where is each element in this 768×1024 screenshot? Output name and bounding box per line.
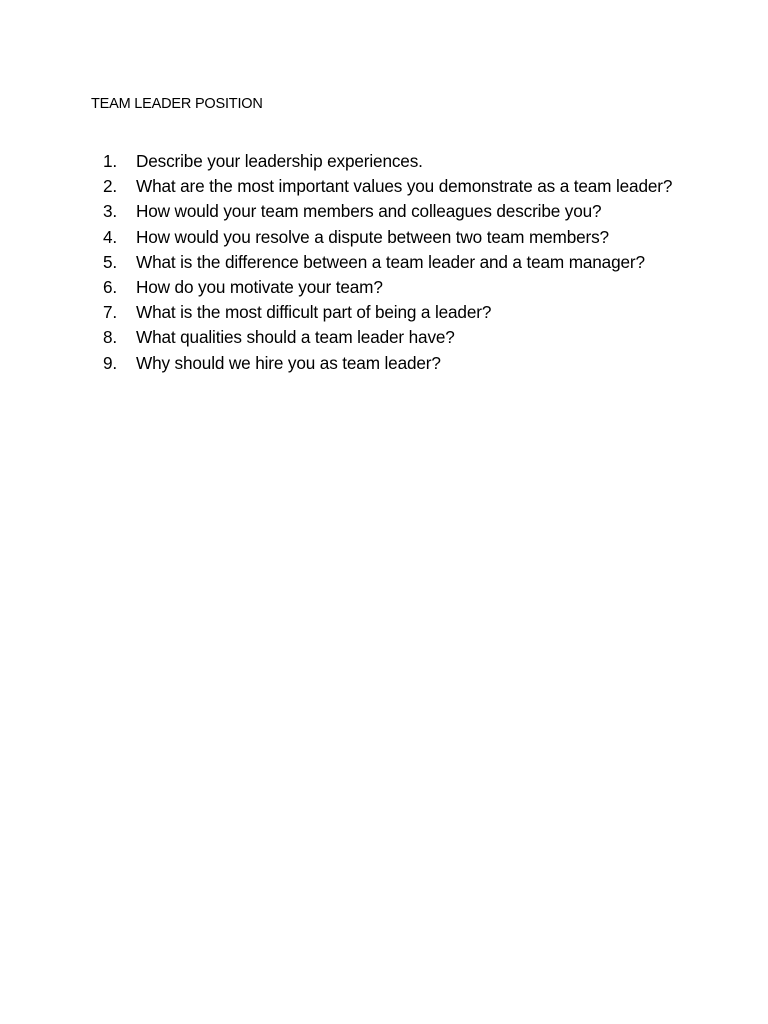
question-text: What are the most important values you demonstrate as a team leader? bbox=[136, 176, 673, 197]
question-number: 6. bbox=[103, 277, 118, 298]
question-list bbox=[103, 149, 677, 376]
question-text: Describe your leadership experiences. bbox=[136, 151, 423, 171]
question-text: How do you motivate your team? bbox=[136, 277, 383, 298]
question-text: How would you resolve a dispute between two team members? bbox=[136, 226, 609, 247]
question-text: Why should we hire you as team leader? bbox=[136, 352, 441, 373]
question-item-8 bbox=[103, 325, 677, 350]
question-number: 7. bbox=[103, 302, 118, 323]
question-item-3 bbox=[103, 199, 677, 224]
question-text: What is the difference between a team leader and a team manager? bbox=[136, 251, 645, 272]
question-number: 1. bbox=[103, 151, 118, 171]
question-text: How would your team members and colleagues describe you? bbox=[136, 201, 602, 222]
question-item-6 bbox=[103, 275, 677, 300]
question-number: 8. bbox=[103, 327, 118, 348]
question-item-4 bbox=[103, 225, 677, 250]
question-item-5 bbox=[103, 250, 677, 275]
question-item-7 bbox=[103, 300, 677, 325]
question-number: 5. bbox=[103, 251, 118, 272]
question-item-2 bbox=[103, 174, 677, 199]
question-number: 9. bbox=[103, 352, 118, 373]
question-text: What qualities should a team leader have? bbox=[136, 327, 455, 348]
question-number: 4. bbox=[103, 226, 118, 247]
document-title: TEAM LEADER POSITION bbox=[91, 96, 263, 112]
question-number: 2. bbox=[103, 176, 118, 197]
question-number: 3. bbox=[103, 201, 118, 222]
question-item-1 bbox=[103, 149, 677, 174]
question-item-9 bbox=[103, 351, 677, 376]
question-text: What is the most difficult part of being a leader? bbox=[136, 302, 492, 323]
